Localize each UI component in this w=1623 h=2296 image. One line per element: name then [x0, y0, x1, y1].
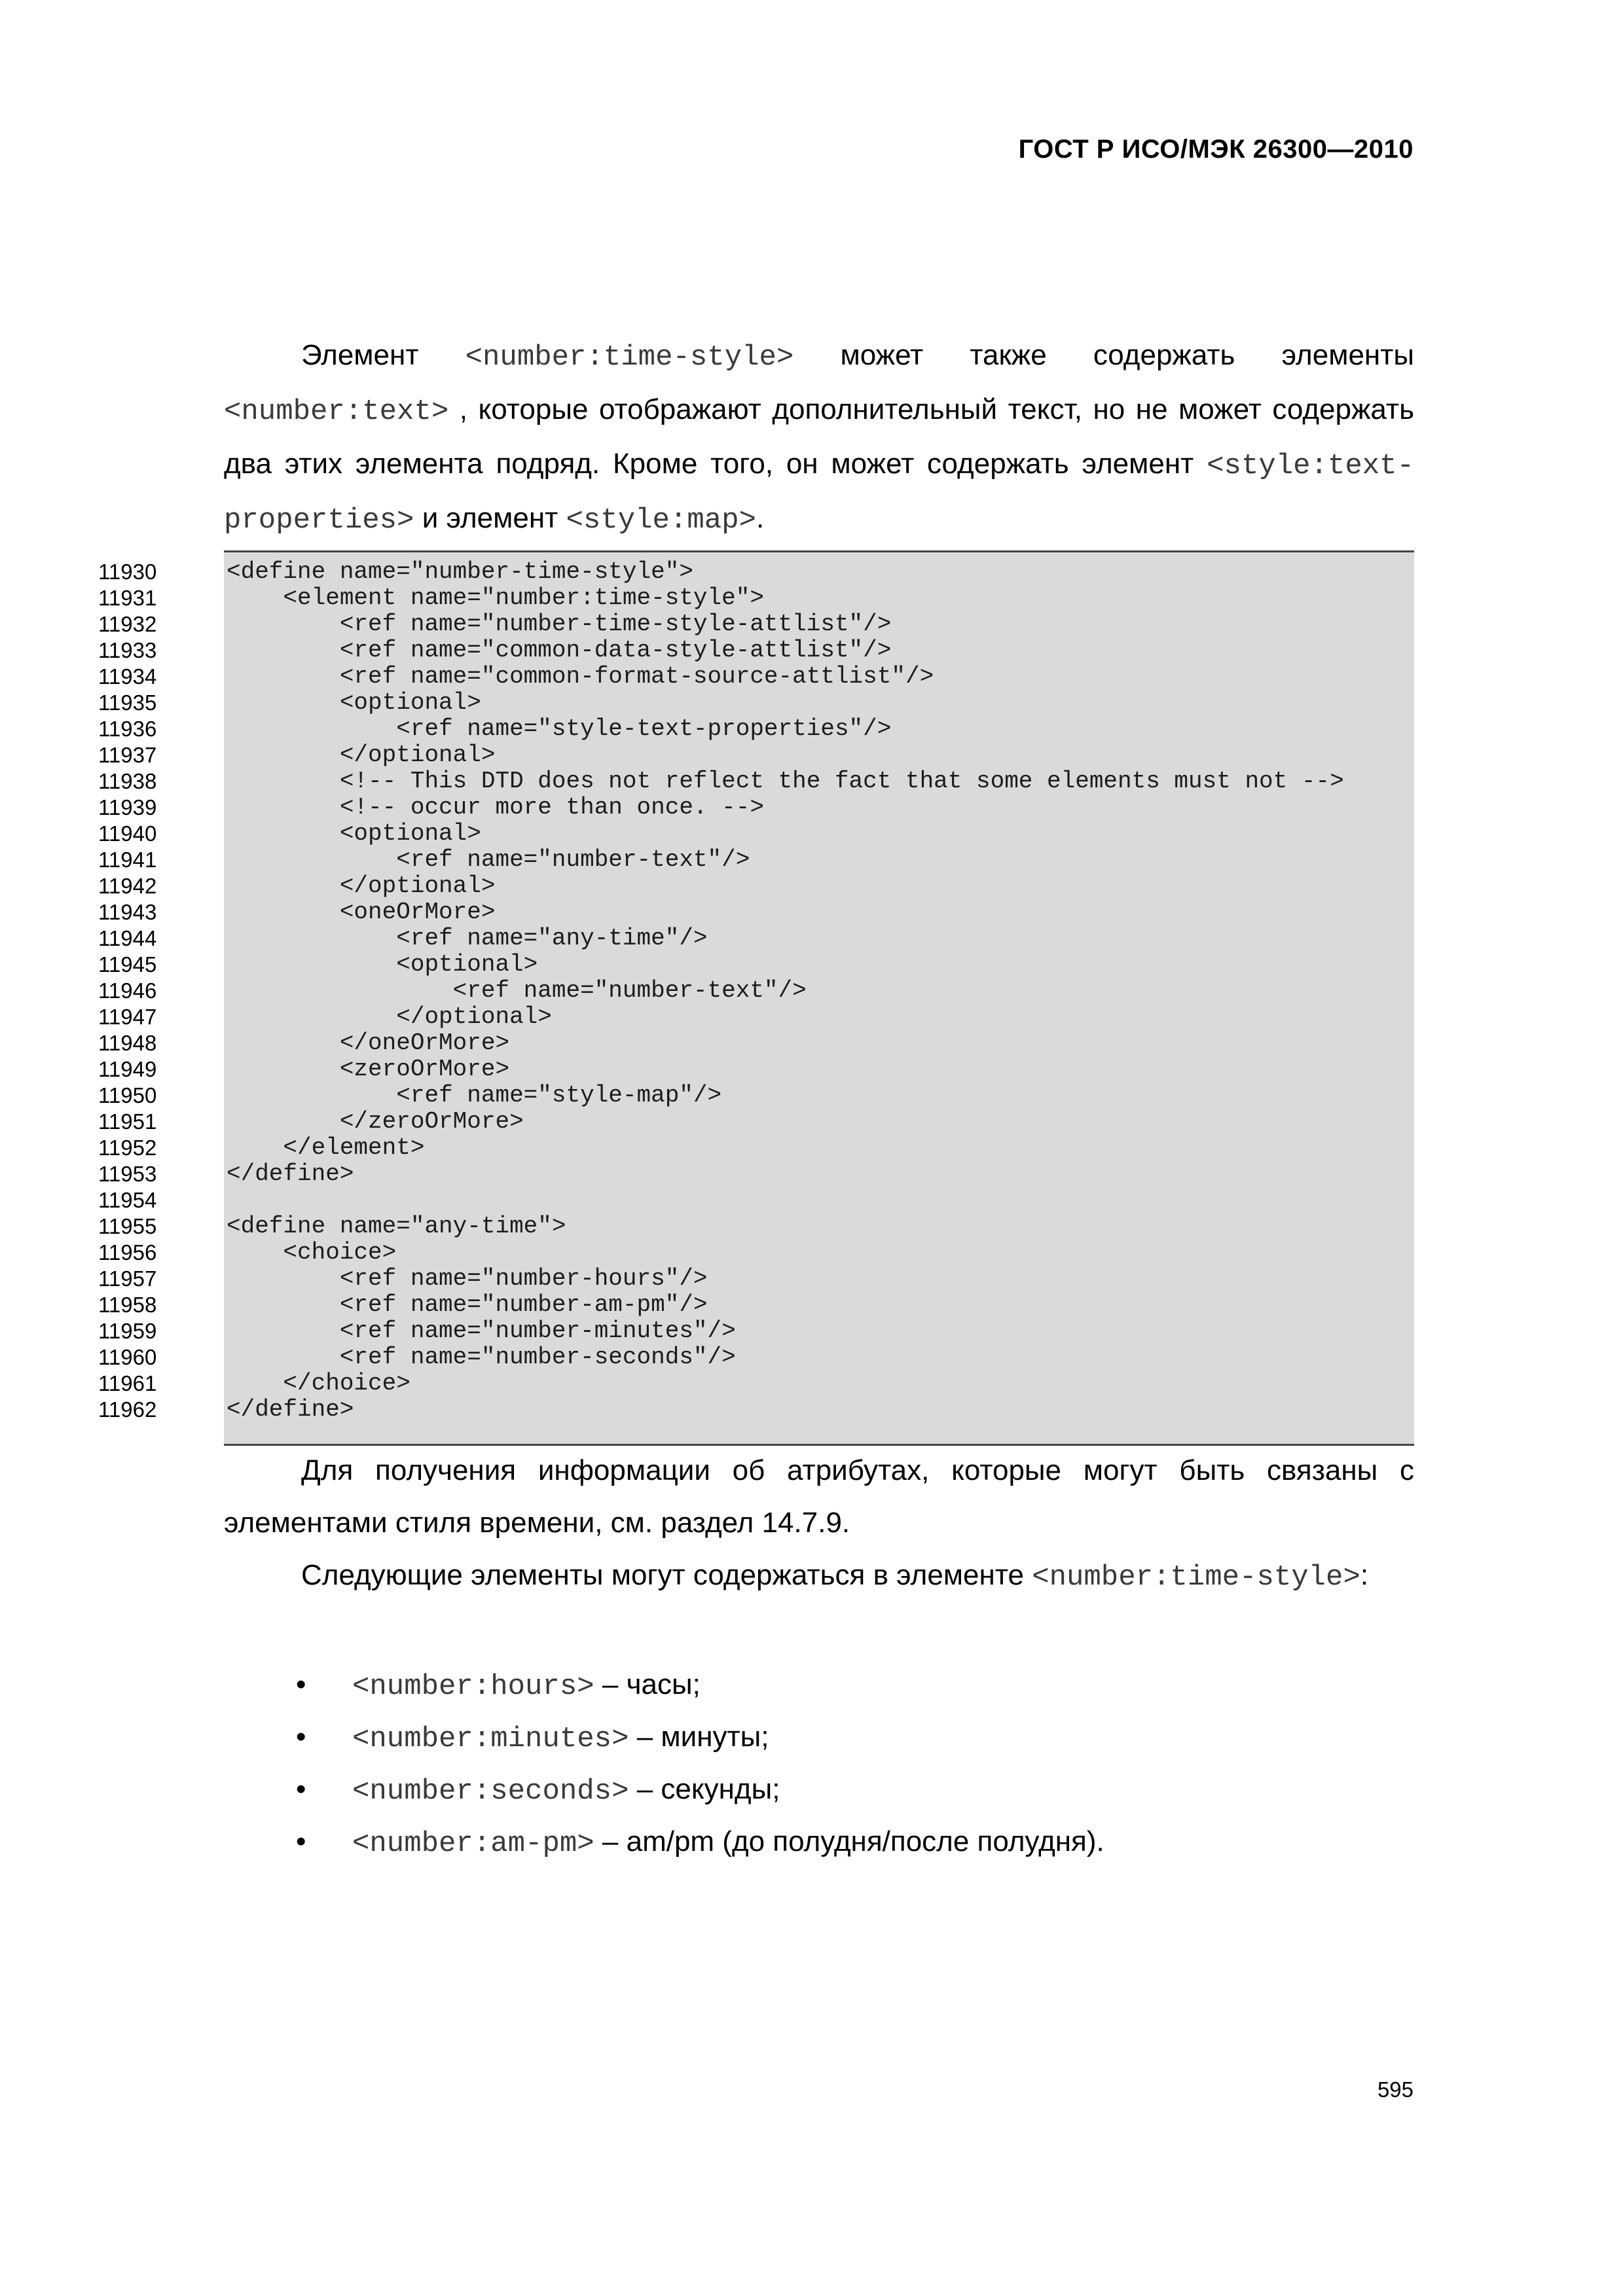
code-text: </zeroOrMore> — [227, 1108, 524, 1135]
page-number: 595 — [1377, 2077, 1413, 2102]
paragraph-text: : — [1360, 1559, 1369, 1591]
intro-text: . — [756, 502, 765, 534]
code-text: </oneOrMore> — [227, 1030, 510, 1056]
line-number: 11961 — [98, 1371, 157, 1395]
line-number: 11956 — [98, 1240, 157, 1265]
bullet-icon: • — [296, 1668, 306, 1700]
after-paragraph-block — [224, 1444, 1414, 1604]
code-text: <ref name="style-text-properties"/> — [227, 715, 892, 742]
line-number: 11934 — [98, 664, 157, 689]
line-number: 11946 — [98, 978, 157, 1003]
code-text: <ref name="number-am-pm"/> — [227, 1291, 708, 1318]
line-number: 11945 — [98, 952, 157, 977]
line-number: 11950 — [98, 1083, 157, 1107]
inline-code: <number:time-style> — [465, 341, 794, 374]
code-text: </optional> — [227, 872, 496, 899]
list-item-description: – часы; — [594, 1668, 701, 1700]
code-text: <!-- This DTD does not reflect the fact that some elements must not --> — [227, 768, 1344, 795]
line-number: 11931 — [98, 586, 157, 610]
code-text: <!-- occur more than once. --> — [227, 794, 764, 821]
bullet-icon: • — [296, 1721, 306, 1753]
code-text: <optional> — [227, 820, 481, 847]
line-number: 11954 — [98, 1188, 157, 1212]
code-text: <ref name="number-minutes"/> — [227, 1318, 736, 1344]
intro-word: Элемент — [301, 339, 419, 371]
line-number: 11957 — [98, 1266, 157, 1291]
code-text: <ref name="number-seconds"/> — [227, 1344, 736, 1371]
line-number: 11952 — [98, 1136, 157, 1160]
line-number: 11959 — [98, 1319, 157, 1343]
code-text: <define name="any-time"> — [227, 1213, 566, 1240]
line-number: 11933 — [98, 638, 157, 662]
intro-text: , которые отображают дополнительный текст, но не может содержать два этих элемента подряд. Кроме того, он может содержать элемент — [224, 393, 1415, 480]
list-item-description: – секунды; — [629, 1773, 780, 1805]
code-text: <oneOrMore> — [227, 899, 496, 925]
bullet-icon: • — [296, 1825, 306, 1857]
code-text: <ref name="number-hours"/> — [227, 1265, 708, 1292]
line-number: 11932 — [98, 612, 157, 636]
inline-code: <style:map> — [566, 504, 756, 537]
intro-paragraph-block — [224, 329, 1414, 547]
inline-code: <number:am-pm> — [352, 1827, 594, 1860]
list-item-text — [352, 1711, 769, 1765]
line-number: 11943 — [98, 900, 157, 924]
line-number: 11953 — [98, 1162, 157, 1186]
code-text: </define> — [227, 1160, 354, 1187]
inline-code: <style:text-properties> — [224, 450, 1414, 537]
paragraph-text: Следующие элементы могут содержаться в элементе — [301, 1559, 1024, 1591]
list-item-text — [352, 1816, 1104, 1870]
line-number: 11935 — [98, 691, 157, 715]
code-text: <ref name="common-data-style-attlist"/> — [227, 637, 892, 664]
line-number: 11962 — [98, 1397, 157, 1422]
code-text: <ref name="number-text"/> — [227, 846, 750, 873]
line-number: 11930 — [98, 560, 157, 584]
code-text: <choice> — [227, 1239, 397, 1266]
inline-code: <number:time-style> — [1032, 1561, 1360, 1594]
line-number: 11940 — [98, 821, 157, 846]
line-number: 11960 — [98, 1345, 157, 1369]
code-text: <ref name="number-text"/> — [227, 977, 807, 1004]
intro-paragraph — [224, 329, 1414, 547]
code-text: <optional> — [227, 689, 481, 716]
intro-text: может также содержать элементы — [840, 339, 1414, 371]
inline-code: <number:hours> — [352, 1670, 594, 1703]
code-text: <ref name="common-format-source-attlist"/> — [227, 663, 934, 690]
code-text: <element name="number:time-style"> — [227, 584, 764, 611]
code-text: <zeroOrMore> — [227, 1056, 510, 1083]
code-text: </optional> — [227, 1003, 552, 1030]
line-number: 11937 — [98, 743, 157, 767]
list-item-description: – минуты; — [629, 1721, 769, 1753]
inline-code: <number:text> — [224, 395, 449, 428]
code-text: </element> — [227, 1134, 425, 1161]
inline-code: <number:minutes> — [352, 1723, 629, 1755]
line-number: 11941 — [98, 848, 157, 872]
line-number: 11955 — [98, 1214, 157, 1238]
code-text: </choice> — [227, 1370, 410, 1397]
code-text: <ref name="any-time"/> — [227, 925, 708, 952]
inline-code: <number:seconds> — [352, 1775, 629, 1808]
code-text: </optional> — [227, 742, 496, 768]
line-number: 11958 — [98, 1293, 157, 1317]
line-number: 11938 — [98, 769, 157, 793]
contained-elements-paragraph — [224, 1549, 1414, 1604]
list-item-text — [352, 1763, 780, 1818]
list-item-text — [352, 1659, 701, 1713]
code-text: <ref name="number-time-style-attlist"/> — [227, 611, 892, 637]
line-number: 11942 — [98, 874, 157, 898]
line-number: 11939 — [98, 795, 157, 819]
line-number: 11936 — [98, 717, 157, 741]
line-number: 11951 — [98, 1109, 157, 1134]
document-header: ГОСТ Р ИСО/МЭК 26300—2010 — [1018, 135, 1413, 164]
intro-text: и элемент — [422, 502, 558, 534]
reference-paragraph: Для получения информации об атрибутах, которые могут быть связаны с элементами стиля времени, см. раздел 14.7.9. — [224, 1454, 1414, 1539]
code-text: <optional> — [227, 951, 538, 978]
code-text: <define name="number-time-style"> — [227, 558, 693, 585]
code-text: </define> — [227, 1396, 354, 1423]
list-item-description: – am/pm (до полудня/после полудня). — [594, 1825, 1104, 1857]
line-number: 11947 — [98, 1005, 157, 1029]
line-number: 11949 — [98, 1057, 157, 1081]
code-text: <ref name="style-map"/> — [227, 1082, 722, 1109]
line-number: 11948 — [98, 1031, 157, 1055]
line-number: 11944 — [98, 926, 157, 950]
bullet-icon: • — [296, 1773, 306, 1805]
